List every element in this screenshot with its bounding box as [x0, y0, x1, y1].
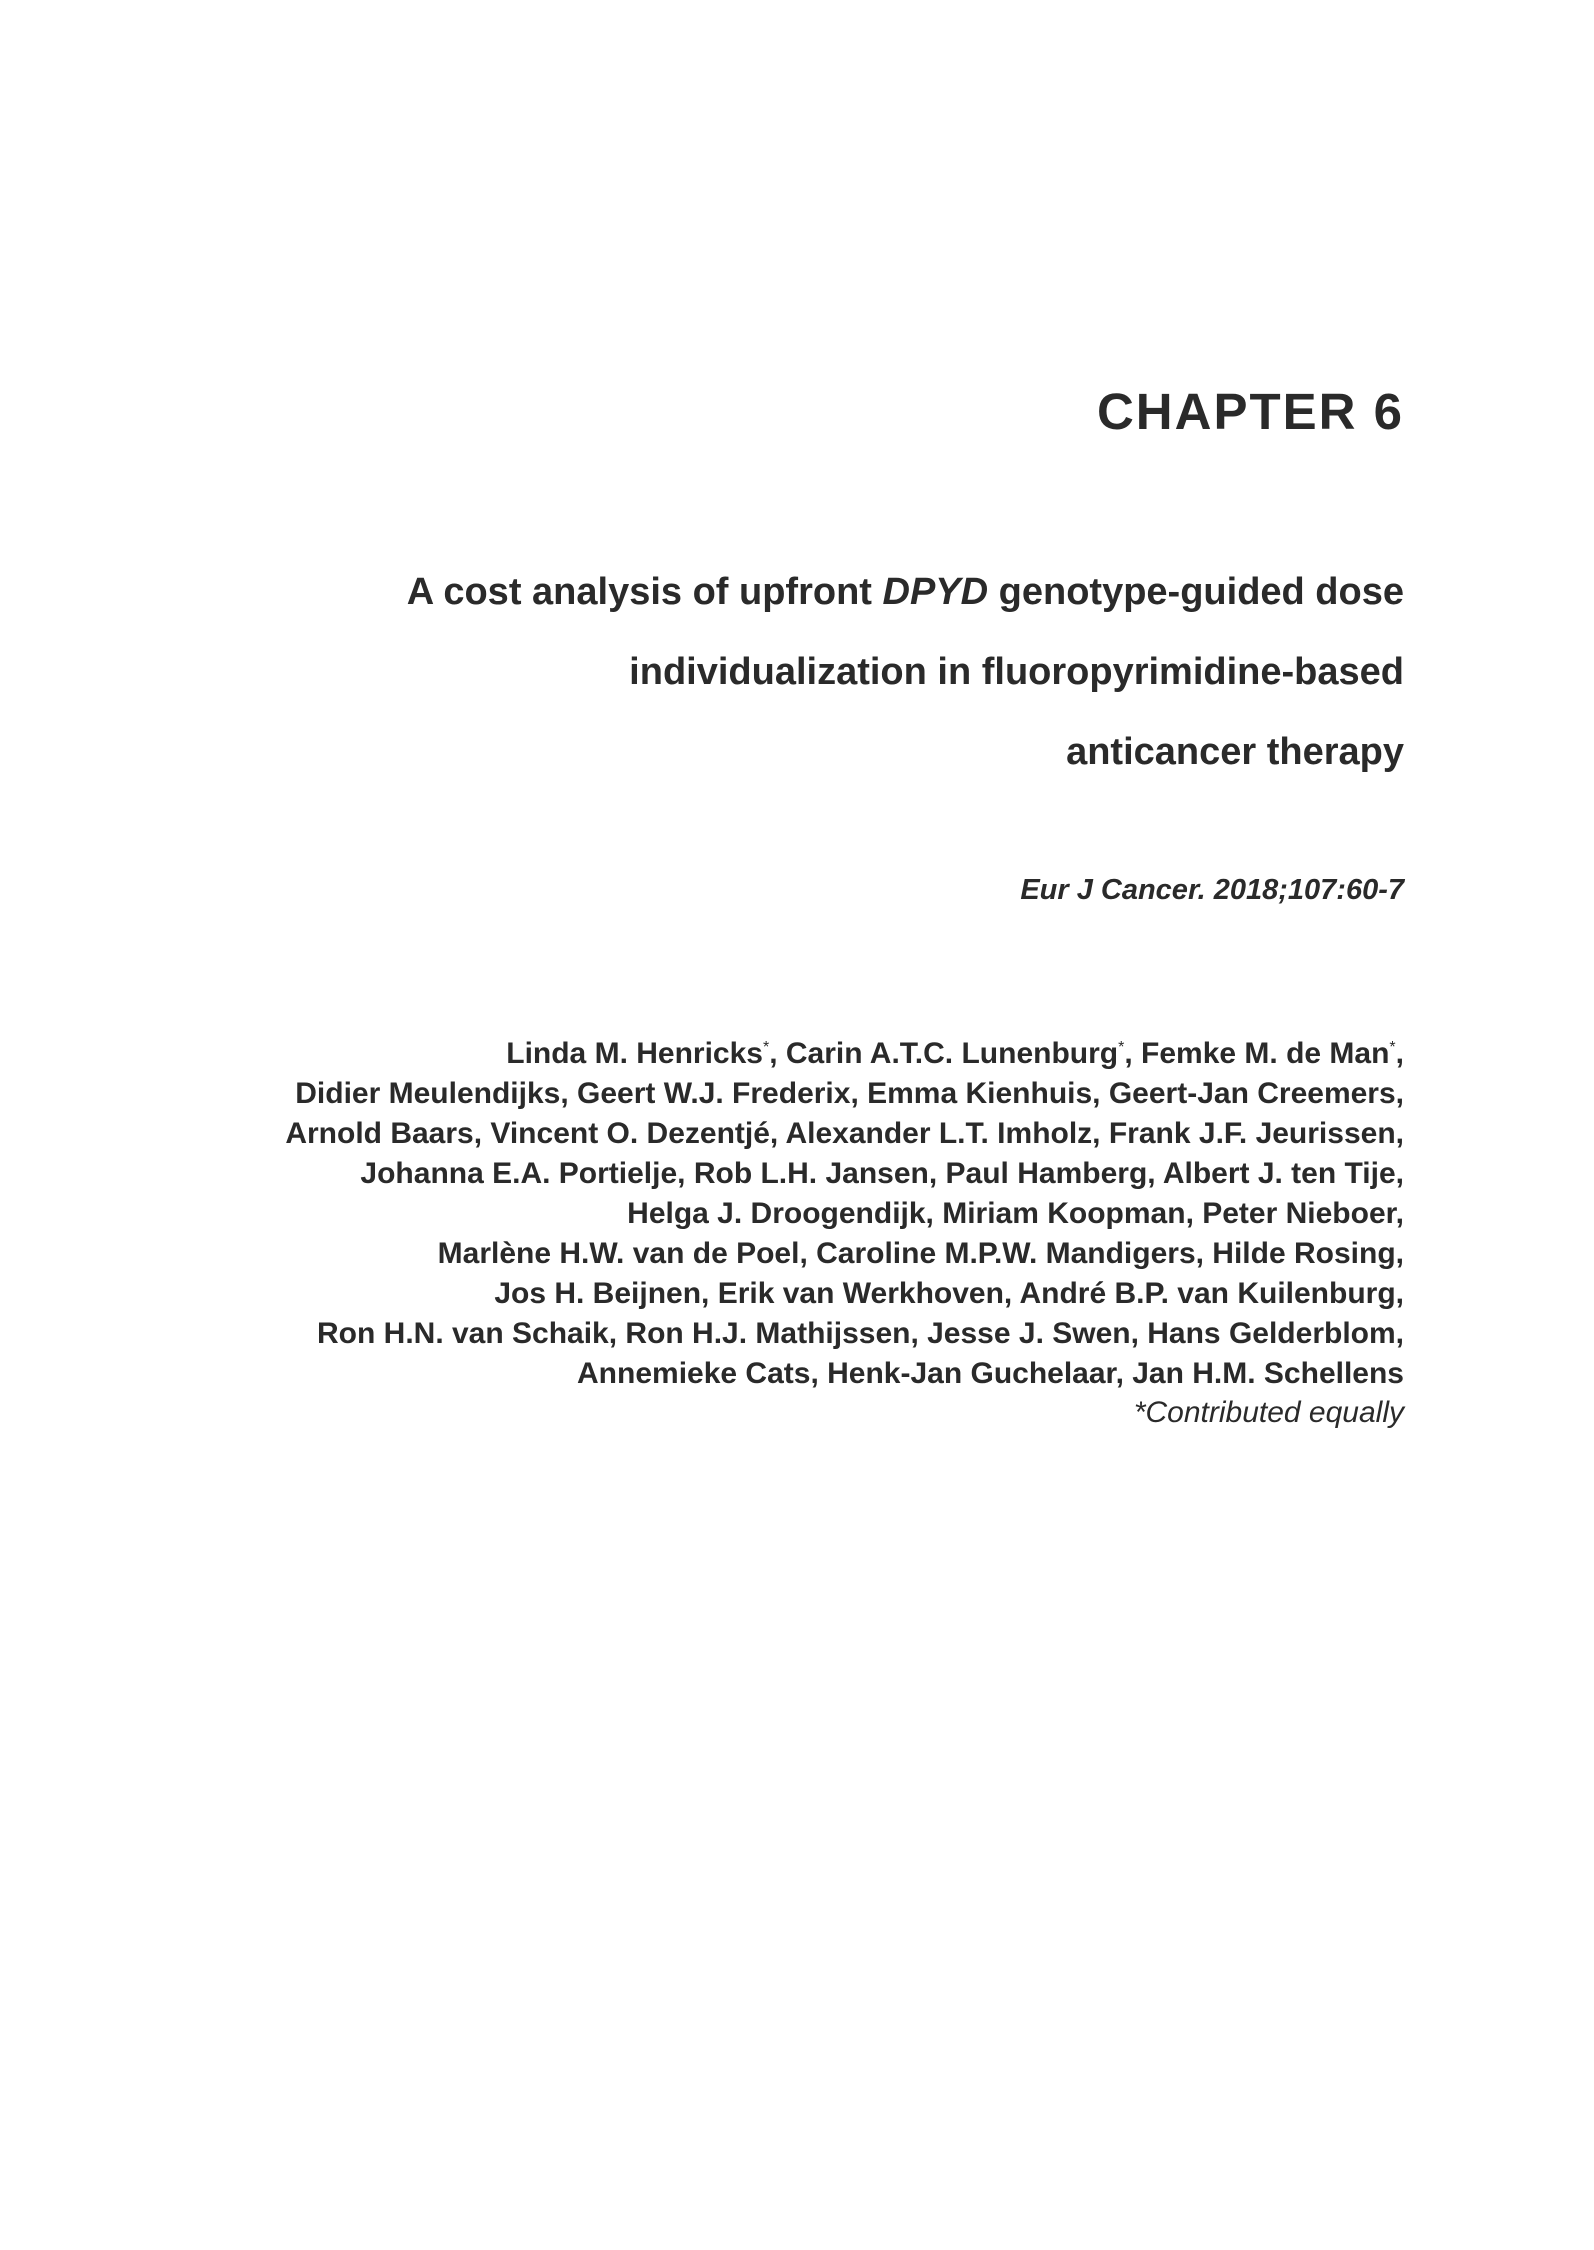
author-line-1-end: ,	[1395, 1037, 1404, 1070]
author-lunenburg: , Carin A.T.C. Lunenburg	[769, 1037, 1119, 1070]
author-line-9: Annemieke Cats, Henk-Jan Guchelaar, Jan H.M. Schellens	[577, 1357, 1404, 1390]
contribution-note: *Contributed equally	[1133, 1396, 1404, 1429]
author-line-1	[154, 1034, 1404, 1074]
title-line-3: anticancer therapy	[1066, 731, 1404, 773]
journal-citation: Eur J Cancer. 2018;107:60-7	[1020, 874, 1404, 906]
author-line-3: Arnold Baars, Vincent O. Dezentjé, Alexander L.T. Imholz, Frank J.F. Jeurissen,	[285, 1117, 1404, 1150]
chapter-title	[154, 552, 1404, 792]
author-line-5: Helga J. Droogendijk, Miriam Koopman, Peter Nieboer,	[627, 1197, 1404, 1230]
title-line-2: individualization in fluoropyrimidine-based	[629, 651, 1404, 693]
title-line-1	[154, 552, 1404, 632]
title-gene-name: DPYD	[882, 571, 989, 613]
equal-contribution-mark: *	[1389, 1039, 1396, 1056]
author-henricks: Linda M. Henricks	[506, 1037, 763, 1070]
author-line-4: Johanna E.A. Portielje, Rob L.H. Jansen, Paul Hamberg, Albert J. ten Tije,	[360, 1157, 1404, 1190]
equal-contribution-mark: *	[1118, 1039, 1125, 1056]
author-line-2: Didier Meulendijks, Geert W.J. Frederix, Emma Kienhuis, Geert-Jan Creemers,	[295, 1077, 1404, 1110]
chapter-heading: CHAPTER 6	[1096, 383, 1404, 440]
author-line-8: Ron H.N. van Schaik, Ron H.J. Mathijssen, Jesse J. Swen, Hans Gelderblom,	[317, 1317, 1404, 1350]
author-list	[154, 1034, 1404, 1432]
equal-contribution-mark: *	[762, 1039, 770, 1056]
author-line-6: Marlène H.W. van de Poel, Caroline M.P.W. Mandigers, Hilde Rosing,	[437, 1237, 1404, 1270]
author-de-man: , Femke M. de Man	[1124, 1037, 1390, 1070]
title-line-1-pre: A cost analysis of upfront	[406, 571, 883, 613]
author-line-7: Jos H. Beijnen, Erik van Werkhoven, André B.P. van Kuilenburg,	[494, 1277, 1404, 1310]
title-line-1-post: genotype-guided dose	[988, 571, 1404, 613]
